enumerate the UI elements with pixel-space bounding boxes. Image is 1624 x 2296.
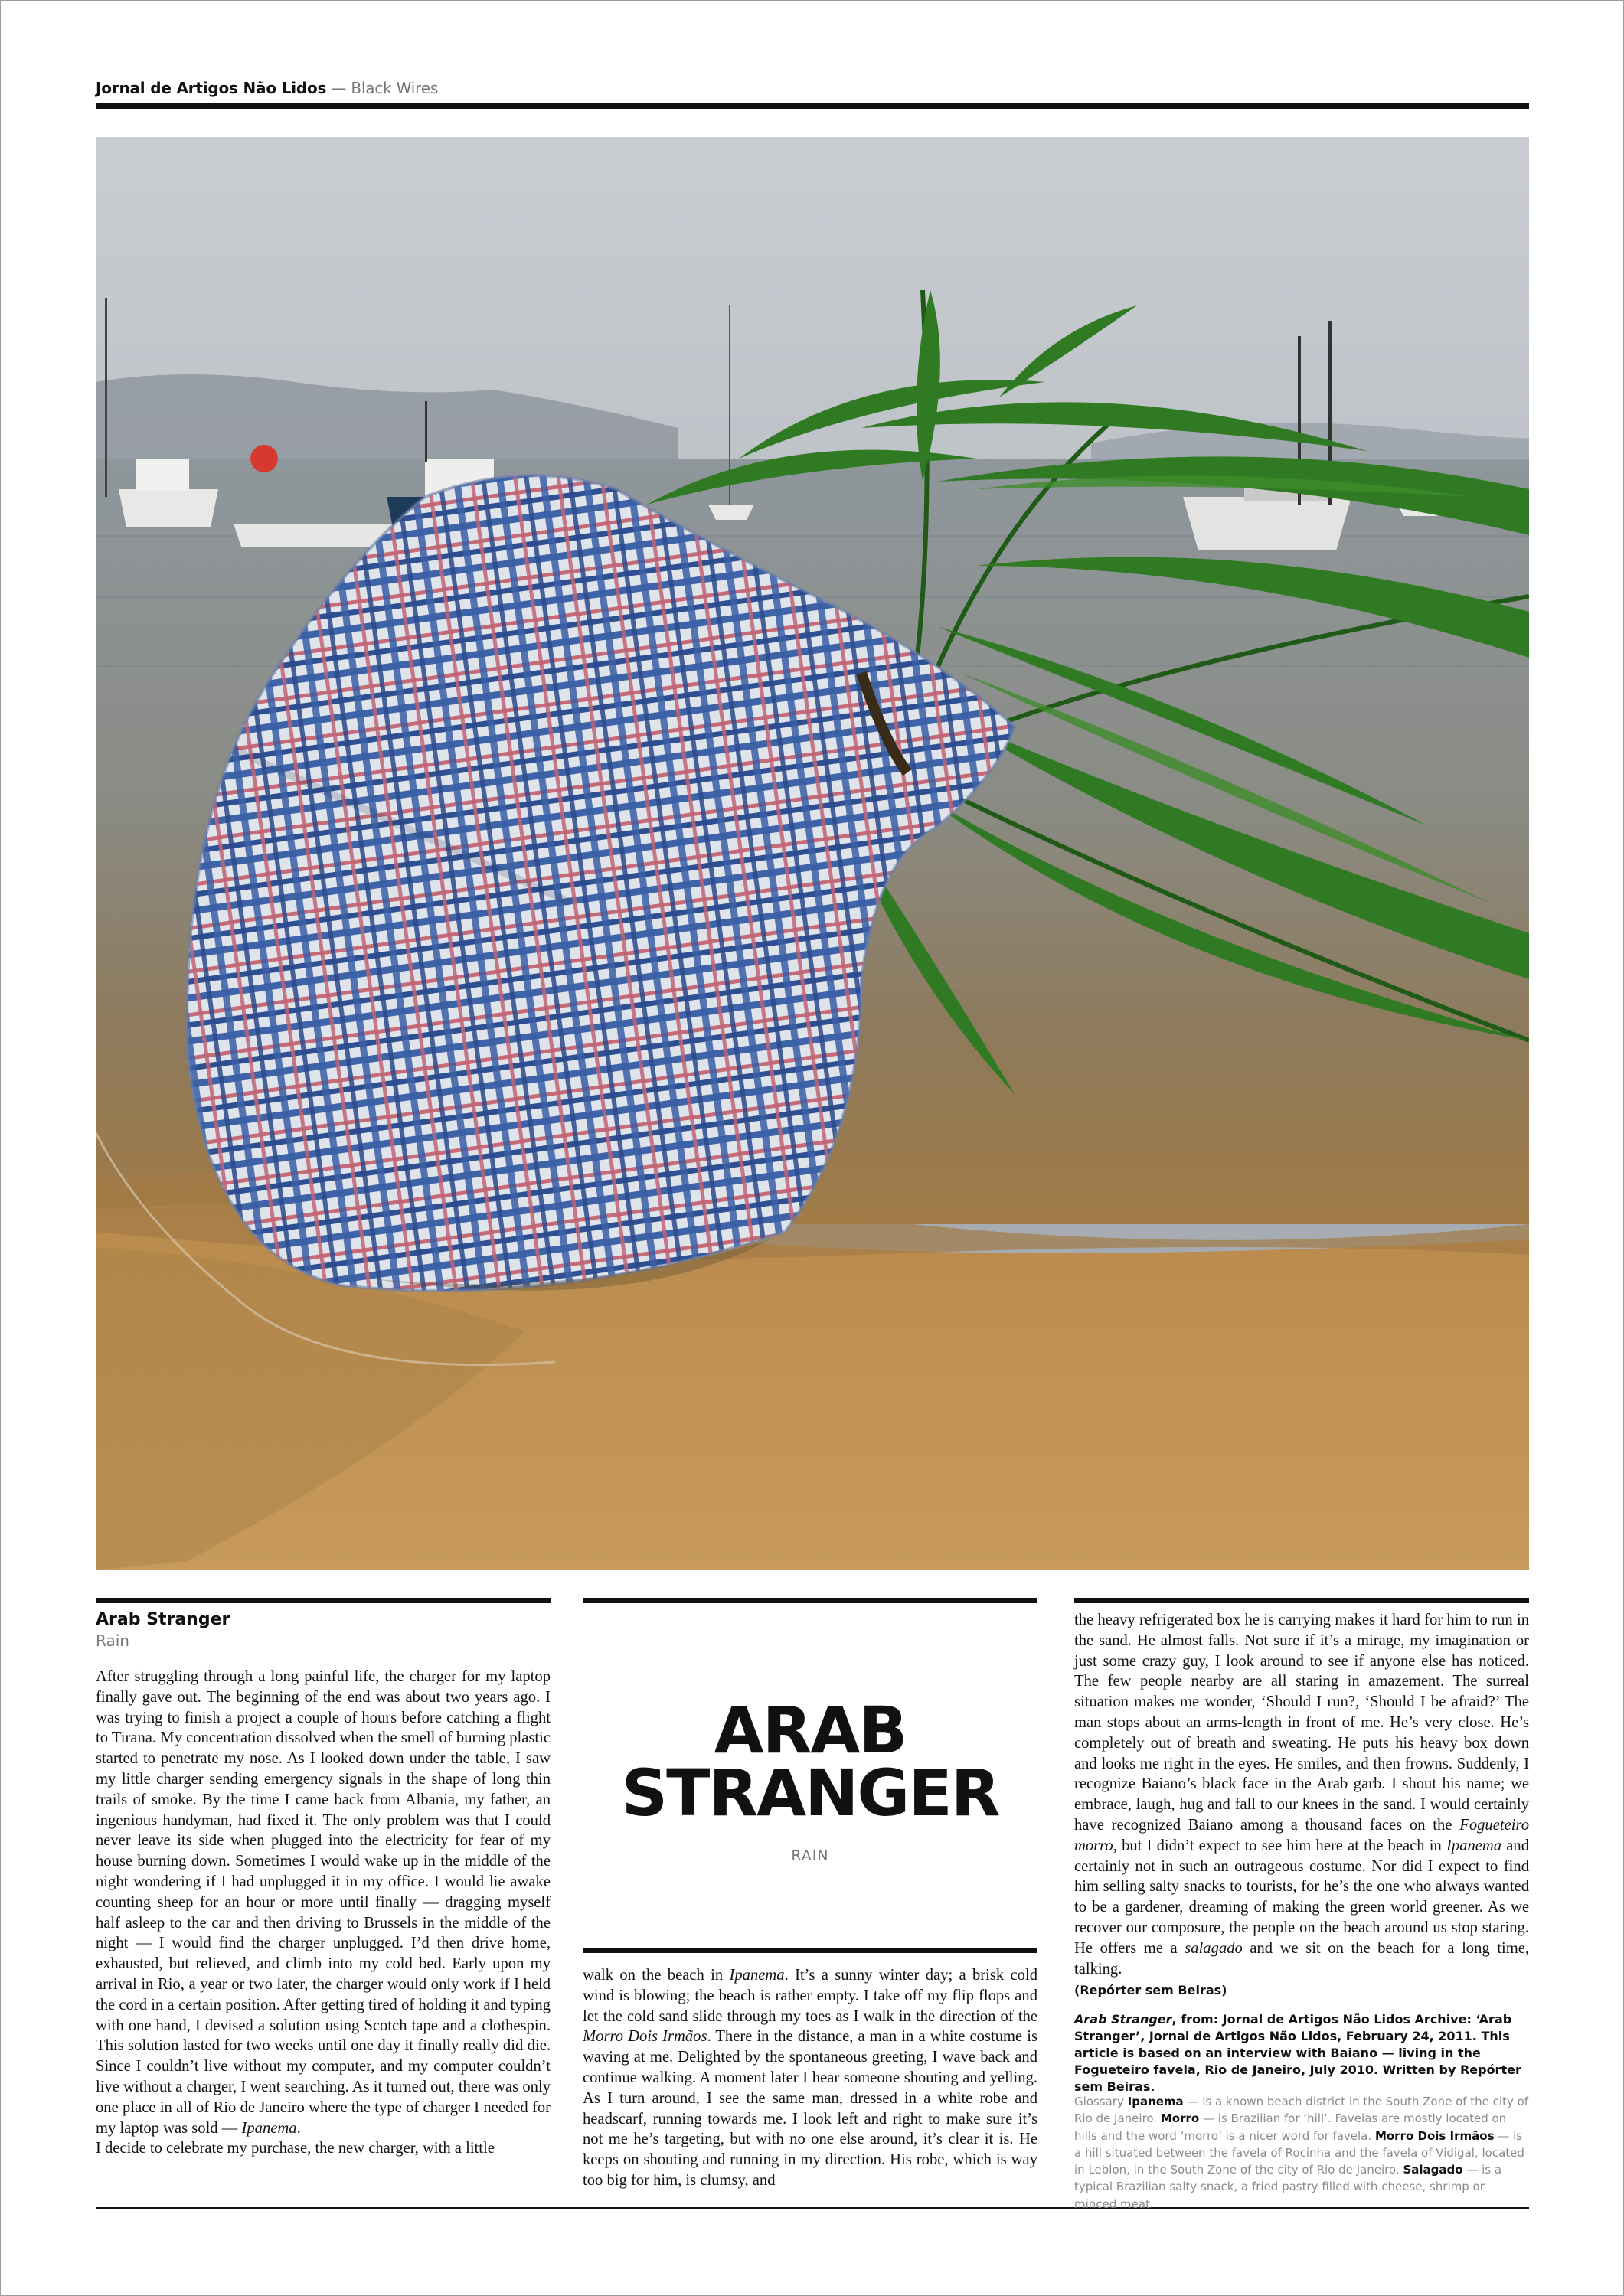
article-column-1: [96, 1667, 551, 2159]
section-name: — Black Wires: [331, 79, 439, 97]
running-header: [96, 79, 438, 97]
glossary-term: Ipanema: [1127, 2095, 1184, 2108]
article-column-3: [1074, 1610, 1529, 2001]
display-title: [583, 1693, 1037, 1831]
glossary-term: Morro: [1160, 2111, 1200, 2126]
display-subtitle: RAIN: [791, 1847, 829, 1864]
header-rule: [96, 103, 1529, 109]
glossary-definition: — is a typical Brazilian salty snack, a fried pastry filled with cheese, shrimp or minced meat.: [1074, 2163, 1502, 2211]
paragraph: walk on the beach in Ipanema. It’s a sunny winter day; a brisk cold wind is blowing; the beach is rather empty. I take off my flip flops and let the cold sand slide through my toes as I walk in the direction of the Morro Dois Irmãos. There in the distance, a man in a white costume is waving at me. Delighted by the spontaneous greeting, I wave back and continue walking. A moment later I hear someone shouting and yelling. As I turn around, I see the same man, dressed in a white robe and headscarf, running towards me. I look left and right to make sure it’s not me he’s targeting, but with no one else around, it’s clear it is. He keeps on shouting and running in my direction. His robe, which is way too big for him, is clumsy, and: [583, 1967, 1037, 2189]
article-photo: [96, 137, 1529, 1570]
glossary-definition: — is Brazilian for ‘hill’. Favelas are mostly located on hills and the word ‘morro’ is a nicer word for favela.: [1074, 2111, 1507, 2143]
display-title-line-2: STRANGER: [621, 1755, 999, 1831]
paragraph: After struggling through a long painful life, the charger for my laptop finally gave out. The beginning of the end was about two years ago. I was trying to finish a project a couple of hours before catching a flight to Tirana. My concentration dissolved when the smell of burning plastic started to penetrate my nose. As I looked down under the table, I saw my little charger sending emergency signals in the shape of long thin trails of smoke. By the time I came back from Albania, my father, an ingenious handyman, had fixed it. The only problem was that I could never leave its side when plugged into the electricity for fear of my house burning down. Sometimes I would wake up in the middle of the night wondering if I had unplugged it in my office. I would lie awake counting sheep for an hour or more until finally — dragging myself half asleep to the car and then driving to Brussels in the middle of the night — I would find the charger unplugged. I’d then drive home, exhausted, but relieved, and climb into my cold bed. Early upon my arrival in Rio, a year or two later, the charger would only work if I held the cord in a certain position. After getting tired of holding it and typing with one hand, I devised a solution using Scotch tape and a clothespin. This solution lasted for two weeks until one day it finally really did die. Since I couldn’t live without my computer, and my computer couldn’t live without a charger, I went searching. As it turned out, there was only one place in all of Rio de Janeiro where the type of charger I needed for my laptop was sold — Ipanema.: [96, 1668, 551, 2137]
article-title: Arab Stranger: [96, 1610, 230, 1629]
glossary-label: Glossary: [1074, 2095, 1124, 2108]
column-2-rule: [583, 1598, 1037, 1603]
article-column-2: [583, 1965, 1037, 2191]
column-3-rule: [1074, 1598, 1529, 1603]
article-subtitle: Rain: [96, 1631, 129, 1650]
credit-title: Arab Stranger: [1074, 2012, 1172, 2027]
glossary-definition: — is a hill situated between the favela of Rocinha and the favela of Vidigal, located in Leblon, in the South Zone of the city of Rio de Janeiro.: [1074, 2128, 1524, 2177]
paragraph: I decide to celebrate my purchase, the new charger, with a little: [96, 2140, 495, 2157]
column-1-rule: [96, 1598, 551, 1603]
article-credit: [1074, 2011, 1529, 2095]
glossary: [1074, 2093, 1529, 2213]
credit-text: , from: Jornal de Artigos Não Lidos Archive: ‘Arab Stranger’, Jornal de Artigos Não Lidos, February 24, 2011. This article is based on an interview with Baiano — living in the Fogueteiro favela, Rio de Janeiro, July 2010. Written by Repórter sem Beiras.: [1074, 2012, 1521, 2094]
glossary-term: Salagado: [1403, 2163, 1463, 2177]
glossary-term: Morro Dois Irmãos: [1374, 2128, 1495, 2143]
paragraph: the heavy refrigerated box he is carrying makes it hard for him to run in the sand. He almost falls. Not sure if it’s a mirage, my imagination or just some crazy guy, I look around to see if anyone else has noticed. The few people nearby are all staring in amazement. The surreal situation makes me wonder, ‘Should I run?, ‘Should I be afraid?’ The man stops about an arms-length in front of me. He’s very close. He’s completely out of breath and sweating. He puts his heavy box down and looks me right in the eyes. He smiles, and then frowns. Suddenly, I recognize Baiano’s black face in the Arab garb. I shout his name; we embrace, laugh, hug and fall to our knees in the sand. I would certainly have recognized Baiano among a thousand faces on the Fogueteiro morro, but I didn’t expect to see him here at the beach in Ipanema and certainly not in such an outrageous costume. Nor did I expect to find him selling salty snacks to tourists, for he’s the one who always wanted to be a gardener, dreaming of making the green world greener. As we recover our composure, the people on the beach around us stop staring. He offers me a salagado and we sit on the beach for a long time, talking.: [1074, 1612, 1529, 1978]
display-title-line-1: ARAB: [714, 1693, 907, 1768]
glossary-definition: — is a known beach district in the South Zone of the city of Rio de Janeiro.: [1074, 2095, 1529, 2126]
publication-name: Jornal de Artigos Não Lidos: [96, 79, 327, 97]
column-2-lower-rule: [583, 1948, 1037, 1953]
author-signature: (Repórter sem Beiras): [1074, 1983, 1227, 1998]
